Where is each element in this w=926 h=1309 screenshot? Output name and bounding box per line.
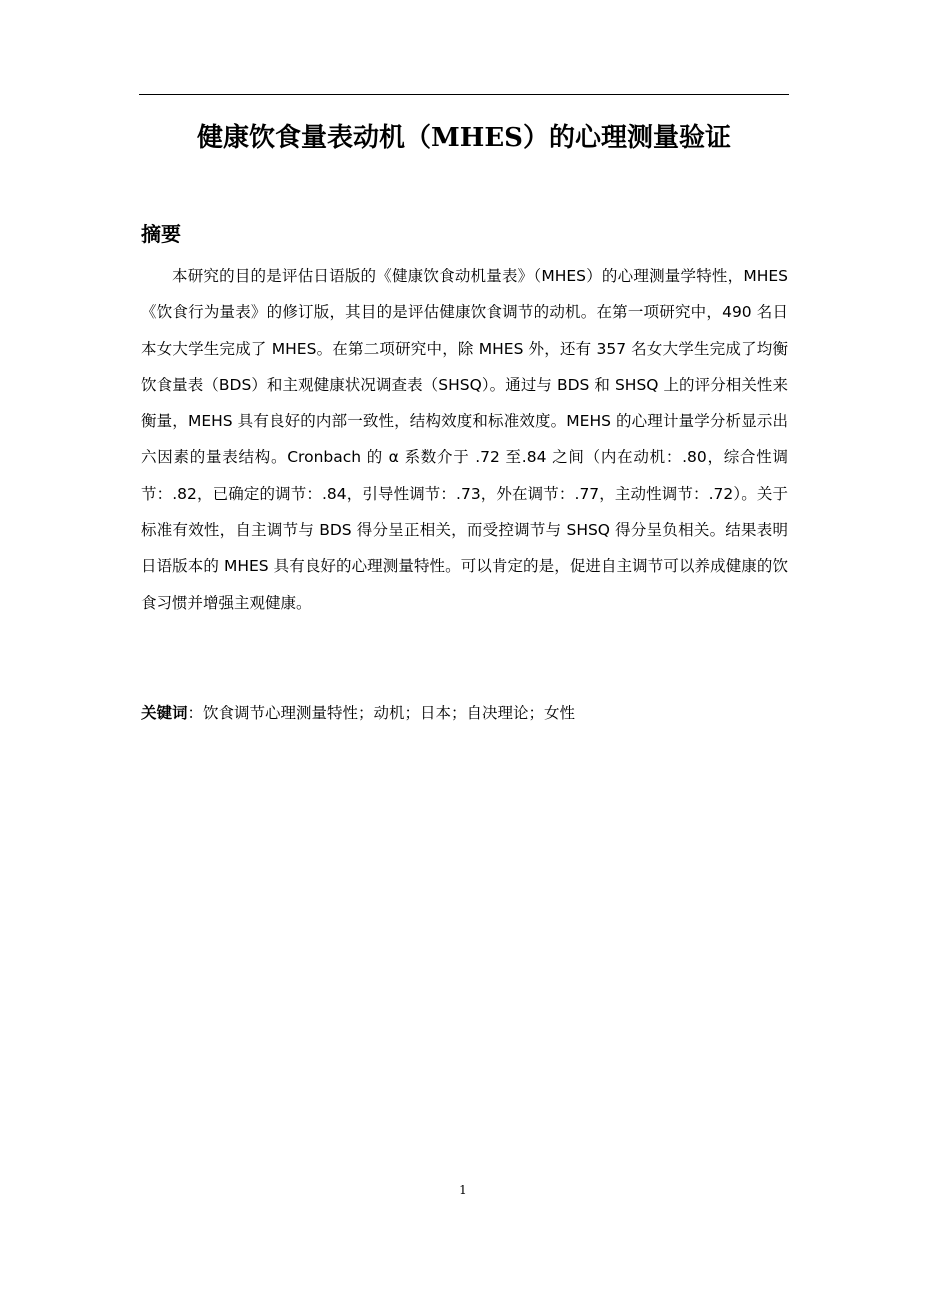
header-rule [139,94,789,95]
keywords-separator: ： [187,704,204,722]
abstract-body: 本研究的目的是评估日语版的《健康饮食动机量表》（MHES）的心理测量学特性，MHES《饮食行为量表》的修订版，其目的是评估健康饮食调节的动机。在第一项研究中，490 名日本女大学生完成了 MHES。在第二项研究中，除 MHES 外，还有 357 名女大学生完成了均衡饮食量表（BDS）和主观健康状况调查表（SHSQ）。通过与 BDS 和 SHSQ 上的评分相关性来衡量，MEHS 具有良好的内部一致性，结构效度和标准效度。MEHS 的心理计量学分析显示出六因素的量表结构。Cronbach 的 α 系数介于 .72 至.84 之间（内在动机：.80，综合性调节：.82，已确定的调节：.84，引导性调节：.73，外在调节：.77，主动性调节：.72）。关于标准有效性，自主调节与 BDS 得分呈正相关，而受控调节与 SHSQ 得分呈负相关。结果表明日语版本的 MHES 具有良好的心理测量特性。可以肯定的是，促进自主调节可以养成健康的饮食习惯并增强主观健康。 [141,267,788,612]
abstract-heading: 摘要 [141,222,181,246]
keywords-label: 关键词 [141,704,188,722]
paper-title: 健康饮食量表动机（MHES）的心理测量验证 [197,123,731,153]
keywords-line [141,697,788,729]
page-number: 1 [459,1183,467,1197]
keywords-value: 饮食调节心理测量特性；动机；日本；自决理论；女性 [203,704,576,722]
